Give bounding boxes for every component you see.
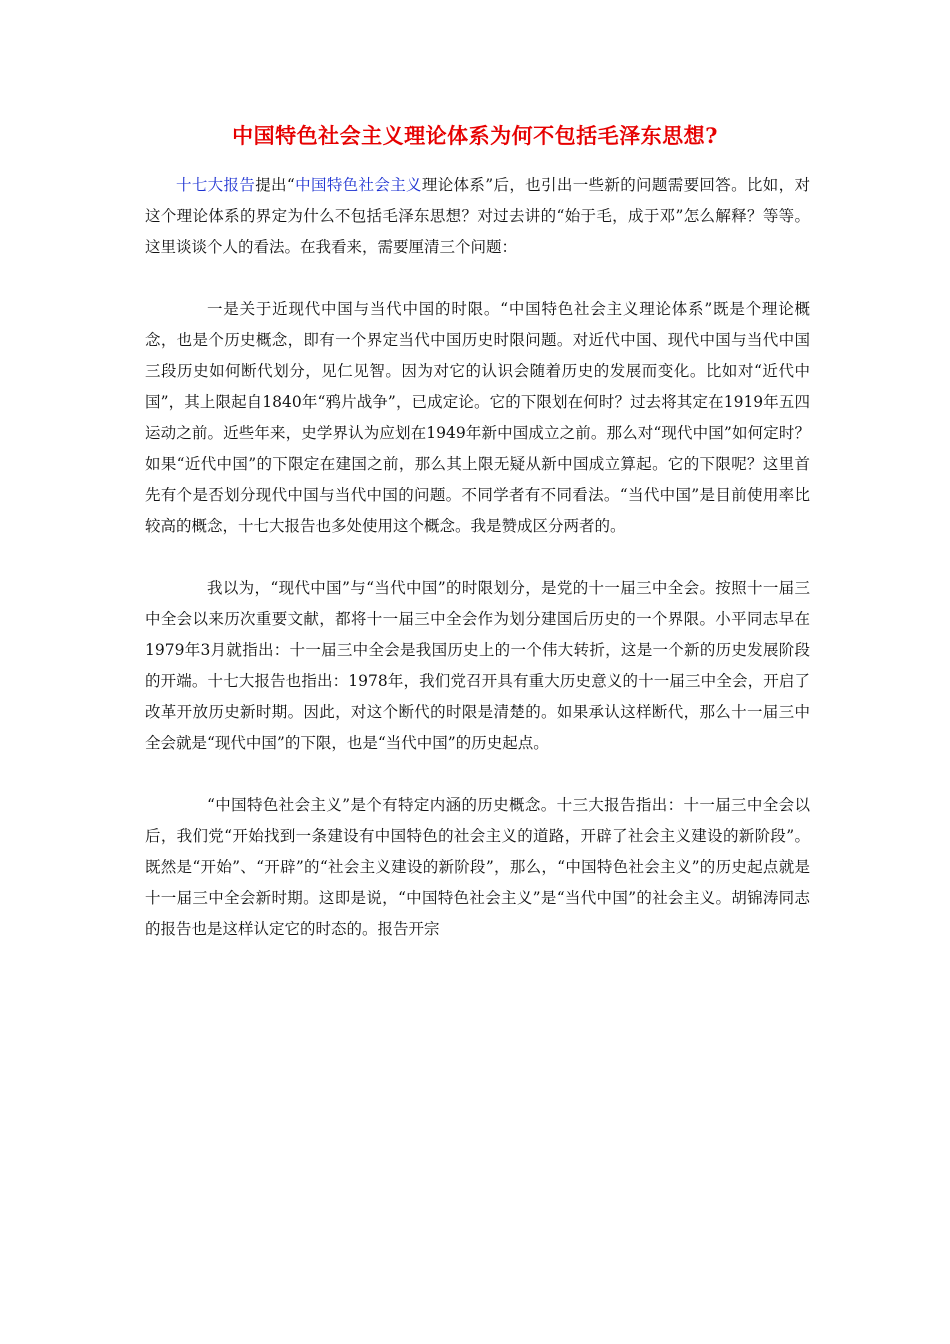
link-report-17[interactable]: 十七大报告: [176, 176, 256, 194]
intro-text-2: 理论体系”后，也引出一些新的问题需要回答。比如，对这个理论体系的界定为什么不包括毛泽东思想？对过去讲的“始于毛，成于邓”怎么解释？等等。这里谈谈个人的看法。在我看来，需要厘清三个问题：: [145, 176, 810, 256]
intro-text-1: 提出“: [255, 176, 295, 194]
paragraph-2: 我以为，“现代中国”与“当代中国”的时限划分，是党的十一届三中全会。按照十一届三中全会以来历次重要文献，都将十一届三中全会作为划分建国后历史的一个界限。小平同志早在1979年3月就指出：十一届三中全会是我国历史上的一个伟大转折，这是一个新的历史发展阶段的开端。十七大报告也指出：1978年，我们党召开具有重大历史意义的十一届三中全会，开启了改革开放历史新时期。因此，对这个断代的时限是清楚的。如果承认这样断代，那么十一届三中全会就是“现代中国”的下限，也是“当代中国”的历史起点。: [145, 579, 810, 752]
intro-paragraph: [145, 170, 810, 263]
link-socialism-chinese-characteristics[interactable]: 中国特色社会主义: [294, 176, 422, 194]
document-body: [145, 170, 810, 945]
paragraph-3: “中国特色社会主义”是个有特定内涵的历史概念。十三大报告指出：十一届三中全会以后，我们党“开始找到一条建设有中国特色的社会主义的道路，开辟了社会主义建设的新阶段”。既然是“开始”、“开辟”的“社会主义建设的新阶段”，那么，“中国特色社会主义”的历史起点就是十一届三中全会新时期。这即是说，“中国特色社会主义”是“当代中国”的社会主义。胡锦涛同志的报告也是这样认定它的时态的。报告开宗: [145, 796, 810, 938]
document-title: 中国特色社会主义理论体系为何不包括毛泽东思想?: [232, 123, 718, 148]
paragraph-1: 一是关于近现代中国与当代中国的时限。“中国特色社会主义理论体系”既是个理论概念，也是个历史概念，即有一个界定当代中国历史时限问题。对近代中国、现代中国与当代中国三段历史如何断代划分，见仁见智。因为对它的认识会随着历史的发展而变化。比如对“近代中国”，其上限起自1840年“鸦片战争”，已成定论。它的下限划在何时？过去将其定在1919年五四运动之前。近些年来，史学界认为应划在1949年新中国成立之前。那么对“现代中国”如何定时？如果“近代中国”的下限定在建国之前，那么其上限无疑从新中国成立算起。它的下限呢？这里首先有个是否划分现代中国与当代中国的问题。不同学者有不同看法。“当代中国”是目前使用率比较高的概念，十七大报告也多处使用这个概念。我是赞成区分两者的。: [145, 300, 810, 535]
